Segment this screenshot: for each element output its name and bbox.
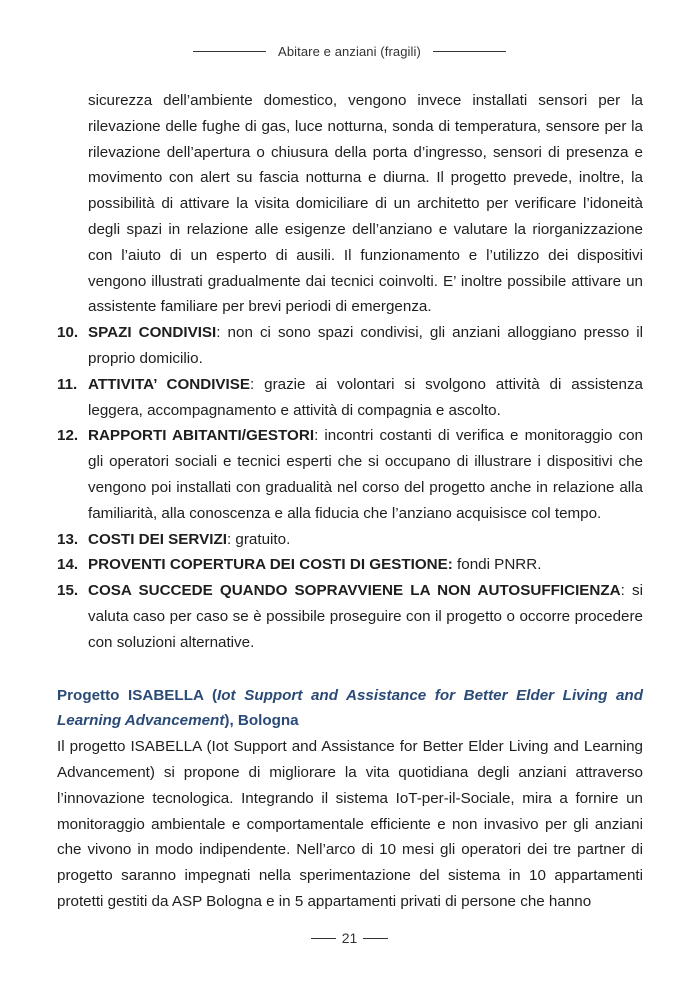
section-heading: Progetto ISABELLA (Iot Support and Assistance for Better Elder Living and Learning Advancement), Bologna <box>57 686 643 730</box>
footer-rule-left <box>311 938 336 939</box>
item-number: 15. <box>57 582 79 600</box>
page-content <box>57 88 643 915</box>
item-number: 14. <box>57 556 79 574</box>
item-label: SPAZI CONDIVISI <box>88 324 217 342</box>
item-label: PROVENTI COPERTURA DEI COSTI DI GESTIONE: <box>88 556 453 574</box>
item-number: 13. <box>57 530 79 548</box>
item-text: non ci sono spazi condivisi, gli anziani alloggiano presso il proprio domicilio. <box>88 324 643 367</box>
item-number: 12. <box>57 427 79 445</box>
item-body: RAPPORTI ABITANTI/GESTORI: incontri costanti di verifica e monitoraggio con gli operatori sociali e tecnici esperti che si occupano di illustrare i dispositivi che vengono poi installati con gradualità nel corso del progetto anche in relazione alla familiarità, alla conoscenza e alla fiducia che l’anziano acquisisce col tempo. <box>88 427 644 522</box>
item-body: ATTIVITA’ CONDIVISE: grazie ai volontari si svolgono attività di assistenza leggera, accompagnamento e attività di compagnia e ascolto. <box>88 375 643 419</box>
item-label: COSA SUCCEDE QUANDO SOPRAVVIENE LA NON AUTOSUFFICIENZA <box>88 582 621 600</box>
section-body-paragraph: Il progetto ISABELLA (Iot Support and Assistance for Better Elder Living and Learning Advancement) si propone di migliorare la vita quotidiana degli anziani attraverso l’innovazione tecnologica. Integrando il sistema IoT-per-il-Sociale, mira a fornire un monitoraggio ambientale e comportamentale efficiente e non invasivo per gli anziani che vivono in modo indipendente. Nell’arco di 10 mesi gli operatori dei tre partner di progetto saranno impegnati nella sperimentazione del sistema in 10 appartamenti protetti gestiti da ASP Bologna e in 5 appartamenti privati di persone che hanno <box>57 738 643 910</box>
section-heading-italic: Iot Support and Assistance for Better Elder Living and Learning Advancement <box>57 686 643 730</box>
page-number: 21 <box>341 930 358 946</box>
list-item-13 <box>57 527 643 553</box>
running-header <box>0 44 699 59</box>
item-text: fondi PNRR. <box>452 556 542 574</box>
item-body: COSA SUCCEDE QUANDO SOPRAVVIENE LA NON AUTOSUFFICIENZA: si valuta caso per caso se è possibile proseguire con il progetto o occorre procedere con soluzioni alternative. <box>88 582 643 651</box>
item-text: incontri costanti di verifica e monitoraggio con gli operatori sociali e tecnici esperti che si occupano di illustrare i dispositivi che vengono poi installati con gradualità nel corso del progetto anche in relazione alla familiarità, alla conoscenza e alla fiducia che l’anziano acquisisce col tempo. <box>88 427 644 522</box>
footer-rule-right <box>363 938 388 939</box>
list-item-10 <box>57 320 643 372</box>
item-label: RAPPORTI ABITANTI/GESTORI <box>88 427 315 445</box>
list-item-12 <box>57 423 643 526</box>
item-text: gratuito. <box>231 530 291 548</box>
item-number: 11. <box>57 375 78 393</box>
item-number: 10. <box>57 324 79 342</box>
running-header-title: Abitare e anziani (fragili) <box>278 44 421 59</box>
list-item-15 <box>57 578 643 655</box>
page-footer <box>0 930 699 946</box>
item-text: si valuta caso per caso se è possibile proseguire con il progetto o occorre procedere con soluzioni alternative. <box>88 582 643 651</box>
item-body: SPAZI CONDIVISI: non ci sono spazi condivisi, gli anziani alloggiano presso il proprio domicilio. <box>88 324 643 367</box>
header-rule-right <box>433 51 506 52</box>
item-text: grazie ai volontari si svolgono attività di assistenza leggera, accompagnamento e attività di compagnia e ascolto. <box>88 375 643 419</box>
item-body <box>88 552 643 578</box>
item-label: ATTIVITA’ CONDIVISE <box>88 375 251 393</box>
item-body: COSTI DEI SERVIZI: gratuito. <box>88 530 291 548</box>
header-rule-left <box>193 51 266 52</box>
continuation-paragraph: sicurezza dell’ambiente domestico, vengono invece installati sensori per la rilevazione delle fughe di gas, luce notturna, sonda di temperatura, sensore per la rilevazione dell’apertura o chiusura della porta d’ingresso, sensori di presenza e movimento con alert su fascia notturna e diurna. Il progetto prevede, inoltre, la possibilità di attivare la visita domiciliare di un architetto per verificare l’idoneità degli spazi in relazione alle esigenze dell’anziano e valutare la riorganizzazione con l’aiuto di un esperto di ausili. Il funzionamento e l’utilizzo dei dispositivi vengono illustrati gradualmente dai tecnici coinvolti. E’ inoltre possibile attivare un assistente familiare per brevi periodi di emergenza. <box>88 92 643 316</box>
list-item-14 <box>57 552 643 578</box>
item-label: COSTI DEI SERVIZI <box>88 530 227 548</box>
list-item-11 <box>57 372 643 424</box>
